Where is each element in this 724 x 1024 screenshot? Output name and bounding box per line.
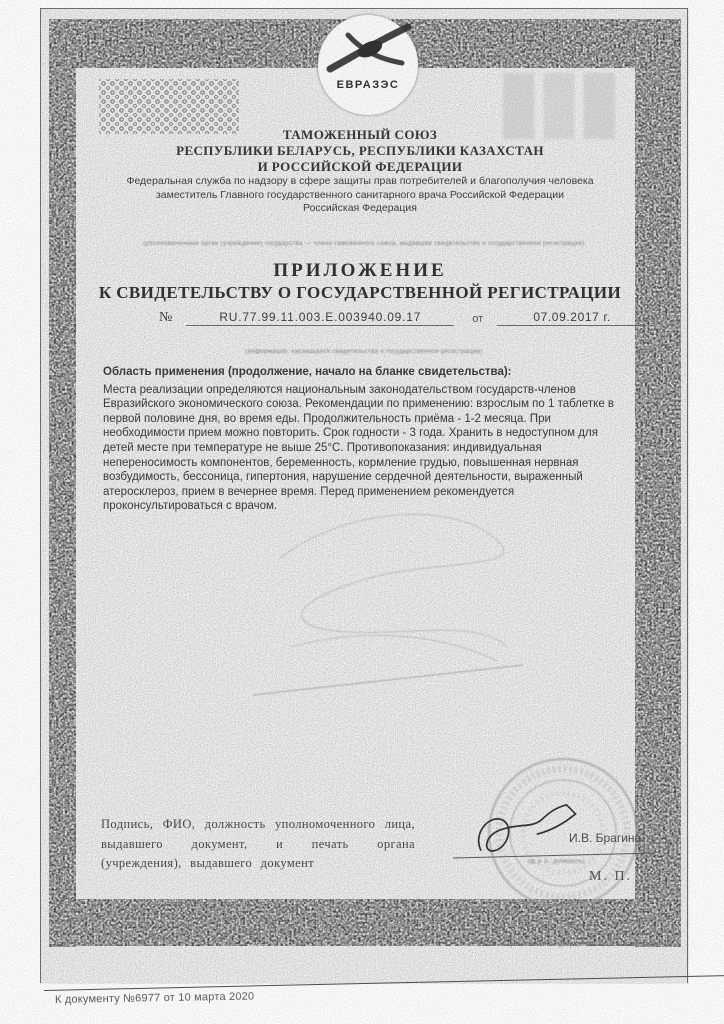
section-lead: Область применения (продолжение, начало на бланке свидетельства):: [103, 366, 512, 378]
document-header: [81, 127, 639, 216]
signer-name: И.В. Брагина: [569, 831, 642, 845]
title-line-2: К СВИДЕТЕЛЬСТВУ О ГОСУДАРСТВЕННОЙ РЕГИСТРАЦИИ: [98, 283, 622, 302]
title-line-1: ПРИЛОЖЕНИЕ: [273, 260, 447, 281]
seal-place-mark: М. П.: [589, 869, 633, 884]
document-title: [81, 259, 639, 303]
section-text: Места реализации определяются национальным законодательством государств-членов Евразийского экономического союза. Рекомендации по применению: взрослым по 1 таблетке в первой половине дня, во время еды. Продолжительность приёма - 1-2 месяца. При необходимости прием можно повторить. Срок годности - 3 года. Хранить в недоступном для детей месте при температуре не выше 25°С. Противопоказания: индивидуальная непереносимость компонентов, беременность, кормление грудью, повышенная нервная возбудимость, бессоница, гипертония, нарушение сердечной деятельности, выраженный атеросклероз, прием в вечернее время. Перед применением рекомендуется проконсультироваться с врачом.: [103, 383, 615, 513]
registration-number-row: [159, 310, 657, 326]
issuing-service-line: Федеральная служба по надзору в сфере защиты прав потребителей и благополучия человека: [126, 175, 594, 187]
from-label: от: [472, 313, 484, 325]
issuing-authority-caption: (уполномоченный орган (учреждение) государства — члена таможенного союза, выдавший свидетельство о государственной регистрации): [143, 241, 585, 247]
document-reference-note: К документу №6977 от 10 марта 2020: [54, 990, 255, 1006]
eurasec-emblem: [318, 15, 418, 115]
russian-federation-line: И РОССИЙСКОЙ ФЕДЕРАЦИИ: [257, 159, 463, 174]
printer-note: «ООО «Первый печатный двор», г. Москва, 2015, «уровень «В»: [478, 942, 673, 948]
registration-info-caption: (информация, касающаяся свидетельства о государственной регистрации): [245, 349, 483, 355]
eurasec-bird-icon: [318, 15, 418, 115]
registration-date: 07.09.2017 г.: [497, 310, 647, 326]
application-scope-section: [103, 365, 619, 514]
country-line: Российская Федерация: [303, 202, 417, 214]
number-label: №: [159, 310, 173, 325]
faint-scribble-watermark: [251, 497, 531, 702]
customs-union-line: ТАМОЖЕННЫЙ СОЮЗ: [282, 127, 438, 142]
signature-line-caption: (ф. и. о., должность): [527, 859, 585, 865]
deputy-officer-line: заместитель Главного государственного санитарного врача Российской Федерации: [155, 188, 565, 201]
registration-number: RU.77.99.11.003.E.003940.09.17: [186, 310, 454, 326]
rosette-pattern: [99, 79, 239, 134]
member-states-line: РЕСПУБЛИКИ БЕЛАРУСЬ, РЕСПУБЛИКИ КАЗАХСТАН: [176, 143, 544, 158]
emblem-label: ЕВРАЗЭС: [336, 79, 400, 91]
signature-instruction: Подпись, ФИО, должность уполномоченного лица, выдавшего документ, и печать органа (учреждения), выдавшего документ: [101, 817, 415, 870]
certificate-sheet: [40, 8, 688, 983]
